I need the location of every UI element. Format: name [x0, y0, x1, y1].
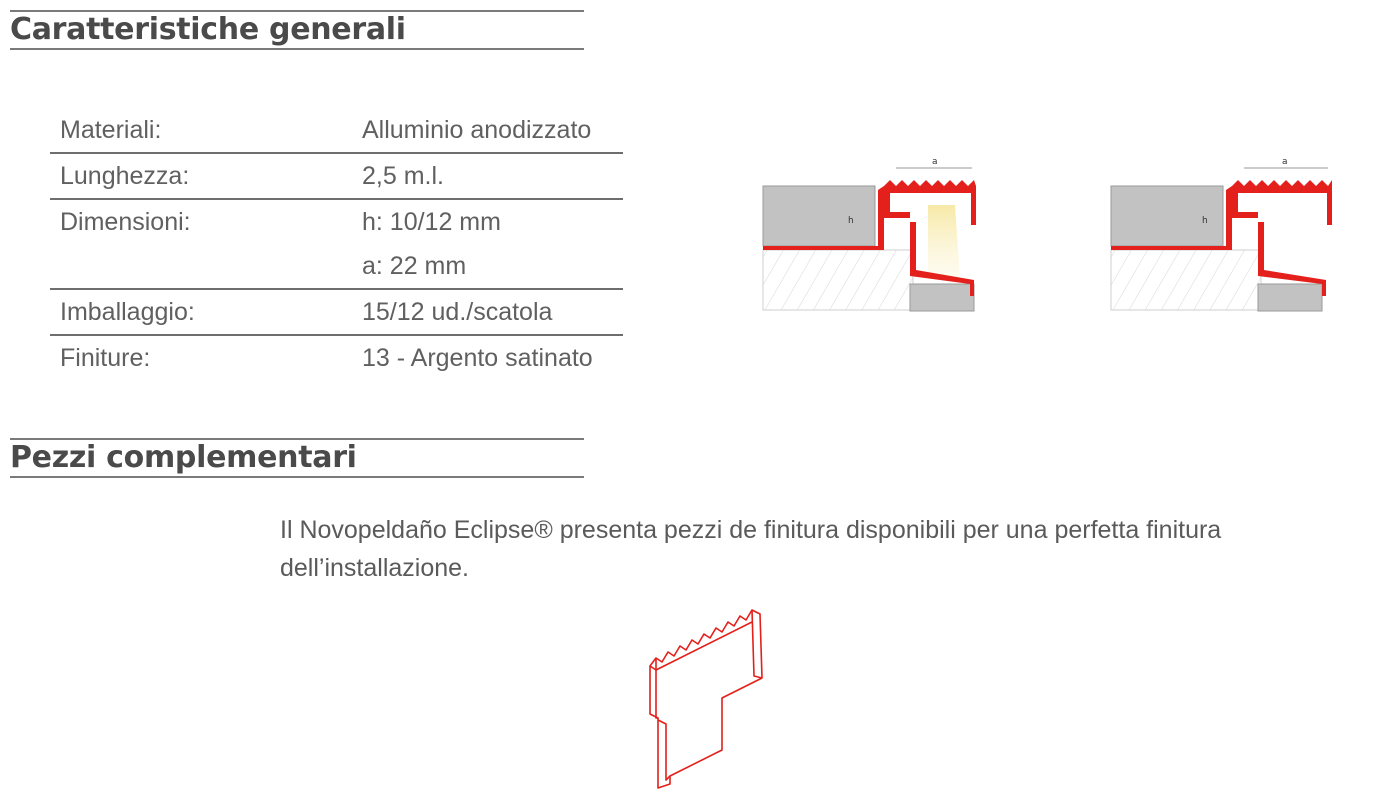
lower-tile [910, 284, 974, 311]
spec-value: 2,5 m.l. [362, 162, 444, 190]
spec-row-packaging [50, 289, 623, 335]
lower-tile [1258, 284, 1322, 311]
spec-label: Dimensioni: [60, 208, 191, 236]
profile-section-led-diagram [760, 150, 990, 315]
spec-label: Materiali: [60, 116, 162, 144]
led-light [928, 205, 960, 278]
section-header-complementary [10, 438, 584, 478]
spec-value: 15/12 ud./scatola [362, 298, 553, 326]
spec-row-length [50, 153, 623, 199]
section-title-complementary: Pezzi complementari [10, 440, 357, 475]
spec-value-secondary: a: 22 mm [362, 252, 467, 280]
end-cap-drawing [640, 600, 770, 790]
spec-value: 13 - Argento satinato [362, 344, 593, 372]
spec-label: Lunghezza: [60, 162, 190, 190]
specs-table [50, 108, 623, 380]
floor-hatch [763, 250, 913, 310]
anti-slip-teeth [884, 180, 976, 186]
dimension-label-a: a [1282, 157, 1288, 167]
dimension-label-a: a [932, 157, 938, 167]
section-title-general: Caratteristiche generali [10, 12, 406, 47]
spec-row-materials [50, 108, 623, 153]
complementary-intro-text: Il Novopeldaño Eclipse® presenta pezzi de finitura disponibili per una perfetta finitura dell’installazione. [280, 516, 1222, 582]
spec-row-dimensions [50, 199, 623, 289]
spec-row-finishes [50, 335, 623, 380]
spec-value: Alluminio anodizzato [362, 116, 592, 144]
section-header-general [10, 10, 584, 50]
dimension-label-h: h [1202, 216, 1208, 226]
floor-hatch [1111, 250, 1261, 310]
spec-value: h: 10/12 mm [362, 208, 501, 236]
anti-slip-teeth [1232, 180, 1332, 186]
tile-block [763, 186, 875, 246]
spec-label: Imballaggio: [60, 298, 195, 326]
profile-section-diagram [1108, 150, 1338, 315]
spec-label: Finiture: [60, 344, 151, 372]
dimension-label-h: h [848, 216, 854, 226]
